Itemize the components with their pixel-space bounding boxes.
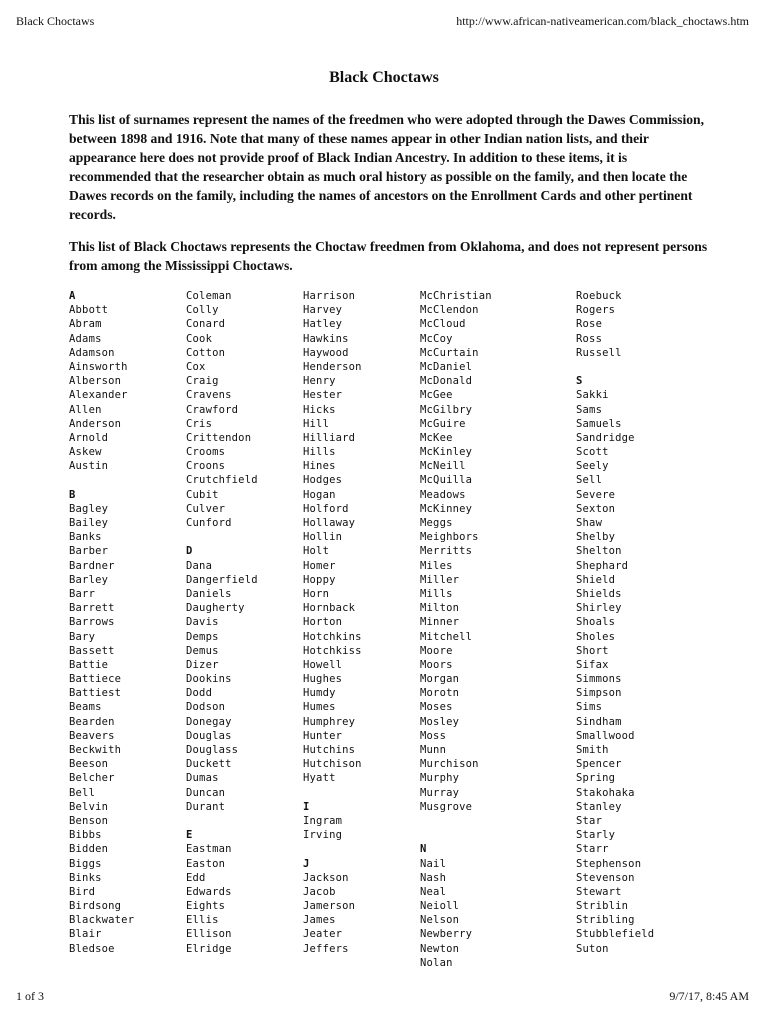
- surname-entry: Holford: [303, 502, 349, 515]
- surname-entry: Humphrey: [303, 715, 356, 728]
- surname-entry: Hines: [303, 460, 336, 473]
- surname-entry: Barr: [69, 587, 96, 600]
- surname-entry: Dodson: [186, 701, 226, 714]
- surname-entry: Coleman: [186, 290, 232, 302]
- surname-entry: Cris: [186, 417, 213, 430]
- surname-entry: Star: [576, 814, 603, 827]
- surname-entry: Austin: [69, 460, 109, 473]
- surname-entry: Douglass: [186, 744, 239, 756]
- surname-entry: Sams: [576, 403, 603, 416]
- surname-entry: Shaw: [576, 517, 603, 529]
- surname-entry: Ellison: [186, 928, 232, 941]
- surname-entry: Askew: [69, 446, 102, 459]
- section-letter: I: [303, 800, 310, 813]
- surname-entry: Stribling: [576, 914, 635, 927]
- surname-entry: Croons: [186, 460, 226, 473]
- surname-entry: Jeater: [303, 928, 343, 941]
- surname-entry: Sindham: [576, 715, 622, 728]
- surname-entry: Colly: [186, 304, 219, 317]
- surname-entry: Donegay: [186, 715, 232, 728]
- surname-entry: Rogers: [576, 304, 616, 317]
- surname-entry: Murchison: [420, 758, 479, 771]
- surname-entry: Milton: [420, 602, 460, 615]
- surname-entry: James: [303, 914, 336, 927]
- surname-entry: Adams: [69, 332, 102, 345]
- surname-entry: Shield: [576, 573, 616, 586]
- surname-entry: Starly: [576, 829, 616, 842]
- surname-entry: Sell: [576, 474, 603, 487]
- surname-entry: Eastman: [186, 843, 232, 856]
- surname-entry: Hodges: [303, 474, 343, 487]
- surname-entry: Nash: [420, 871, 447, 884]
- surname-entry: Beavers: [69, 729, 115, 742]
- surname-entry: Hughes: [303, 673, 343, 686]
- surname-entry: Arnold: [69, 431, 109, 444]
- surname-entry: Belcher: [69, 772, 115, 785]
- surname-entry: Ellis: [186, 914, 219, 927]
- document-title: Black Choctaws: [329, 69, 439, 86]
- surname-entry: Spring: [576, 772, 616, 785]
- surname-entry: Shelton: [576, 545, 622, 558]
- surname-entry: Birdsong: [69, 900, 122, 913]
- surname-entry: Seely: [576, 460, 609, 473]
- surname-entry: Edwards: [186, 885, 232, 898]
- surname-entry: Henderson: [303, 360, 362, 373]
- surname-entry: Sifax: [576, 658, 609, 671]
- surname-entry: Bidden: [69, 843, 109, 856]
- surname-entry: Beeson: [69, 758, 109, 771]
- scope-paragraph: This list of Black Choctaws represents the Choctaw freedmen from Oklahoma, and does not represent persons from among the Mississippi Choctaws.: [69, 239, 708, 273]
- surname-entry: Shephard: [576, 559, 629, 572]
- surname-entry: Cunford: [186, 517, 232, 529]
- surname-entry: Allen: [69, 403, 102, 416]
- surname-entry: Hilliard: [303, 431, 356, 444]
- surname-entry: Binks: [69, 871, 102, 884]
- surname-entry: Moses: [420, 701, 453, 714]
- surname-entry: Dizer: [186, 658, 219, 671]
- surname-entry: Neal: [420, 885, 447, 898]
- surname-entry: Crooms: [186, 446, 226, 459]
- surname-entry: Battie: [69, 658, 109, 671]
- surname-entry: Bassett: [69, 644, 115, 657]
- surname-entry: Starr: [576, 843, 609, 856]
- surname-entry: Biggs: [69, 857, 102, 870]
- surname-entry: Howell: [303, 658, 343, 671]
- surname-entry: Sexton: [576, 502, 616, 515]
- surname-entry: Stubblefield: [576, 928, 655, 941]
- surname-entry: Duckett: [186, 758, 232, 771]
- surname-entry: Bibbs: [69, 829, 102, 842]
- surname-entry: McDonald: [420, 375, 473, 388]
- surname-entry: Samuels: [576, 417, 622, 430]
- surname-entry: Neioll: [420, 900, 460, 913]
- surname-entry: Anderson: [69, 417, 122, 430]
- spacer: [420, 828, 576, 842]
- section-letter: J: [303, 857, 310, 870]
- surname-entry: Culver: [186, 502, 226, 515]
- surname-entry: Moors: [420, 658, 453, 671]
- surname-entry: Suton: [576, 942, 609, 955]
- surname-entry: Durant: [186, 800, 226, 813]
- surname-entry: Shoals: [576, 616, 616, 629]
- spacer: [186, 530, 303, 544]
- surname-entry: Rose: [576, 318, 603, 331]
- surname-entry: Haywood: [303, 346, 349, 359]
- footer-datetime: 9/7/17, 8:45 AM: [669, 989, 749, 1003]
- surname-entry: Blair: [69, 928, 102, 941]
- surname-entry: Cotton: [186, 346, 226, 359]
- section-letter: B: [69, 488, 76, 501]
- surname-entry: Jacob: [303, 885, 336, 898]
- surname-entry: Battiest: [69, 687, 122, 700]
- surname-entry: Sakki: [576, 389, 609, 402]
- surname-entry: Crawford: [186, 403, 239, 416]
- surname-entry: Hollin: [303, 531, 343, 544]
- surname-entry: Munn: [420, 744, 447, 756]
- section-letter: S: [576, 375, 583, 388]
- surname-entry: Hicks: [303, 403, 336, 416]
- surname-column-1: [69, 289, 186, 970]
- surname-entry: Ross: [576, 332, 603, 345]
- surname-entry: Miles: [420, 559, 453, 572]
- surname-entry: Homer: [303, 559, 336, 572]
- surname-entry: Harvey: [303, 304, 343, 317]
- surname-entry: Stephenson: [576, 857, 642, 870]
- surname-entry: Dodd: [186, 687, 213, 700]
- surname-entry: Moss: [420, 729, 447, 742]
- spacer: [420, 814, 576, 828]
- surname-entry: Cravens: [186, 389, 232, 402]
- surname-entry: Simpson: [576, 687, 622, 700]
- surname-entry: Striblin: [576, 900, 629, 913]
- surname-entry: Sholes: [576, 630, 616, 643]
- surname-entry: Daniels: [186, 587, 232, 600]
- surname-entry: Jackson: [303, 871, 349, 884]
- surname-entry: Shields: [576, 587, 622, 600]
- surname-entry: Merritts: [420, 545, 473, 558]
- intro-paragraph: This list of surnames represent the names of the freedmen who were adopted through the Dawes Commission, between 1898 and 1916. Note that many of these names appear in other Indian nation lists, and their appearance here does not provide proof of Black Indian Ancestry. In addition to these items, it is recommended that the researcher obtain as much oral history as possible on the family, and then locate the Dawes records on the family, including the names of ancestors on the Enrollment Cards and other pertinent records.: [69, 112, 704, 222]
- surname-entry: Miller: [420, 573, 460, 586]
- surname-entry: Hill: [303, 417, 330, 430]
- surname-entry: McCurtain: [420, 346, 479, 359]
- surname-entry: Sims: [576, 701, 603, 714]
- surname-entry: Shelby: [576, 531, 616, 544]
- surname-entry: Barley: [69, 573, 109, 586]
- surname-entry: Hyatt: [303, 772, 336, 785]
- surname-entry: Barrett: [69, 602, 115, 615]
- surname-entry: McChristian: [420, 290, 492, 302]
- surname-entry: Russell: [576, 346, 622, 359]
- surname-entry: Ingram: [303, 814, 343, 827]
- surname-entry: Hester: [303, 389, 343, 402]
- surname-entry: Abbott: [69, 304, 109, 317]
- surname-entry: Bagley: [69, 502, 109, 515]
- surname-entry: Stewart: [576, 885, 622, 898]
- surname-entry: McCoy: [420, 332, 453, 345]
- section-letter: N: [420, 843, 427, 856]
- surname-entry: Severe: [576, 488, 616, 501]
- surname-entry: Meadows: [420, 488, 466, 501]
- surname-entry: Mills: [420, 587, 453, 600]
- surname-entry: Spencer: [576, 758, 622, 771]
- surname-entry: Hatley: [303, 318, 343, 331]
- surname-entry: Elridge: [186, 942, 232, 955]
- surname-entry: Sandridge: [576, 431, 635, 444]
- surname-entry: Daugherty: [186, 602, 245, 615]
- surname-column-2: [186, 289, 303, 970]
- surname-entry: Demps: [186, 630, 219, 643]
- surname-entry: Cox: [186, 360, 206, 373]
- surname-entry: Douglas: [186, 729, 232, 742]
- surname-entry: Short: [576, 644, 609, 657]
- surname-entry: McClendon: [420, 304, 479, 317]
- surname-entry: Crutchfield: [186, 474, 258, 487]
- surname-entry: McQuilla: [420, 474, 473, 487]
- spacer: [69, 473, 186, 487]
- spacer: [303, 786, 420, 800]
- surname-entry: Easton: [186, 857, 226, 870]
- surname-entry: Dangerfield: [186, 573, 258, 586]
- surname-entry: Jeffers: [303, 942, 349, 955]
- surname-entry: Smith: [576, 744, 609, 756]
- surname-column-5: [576, 289, 696, 970]
- surname-entry: Mosley: [420, 715, 460, 728]
- surname-entry: Mitchell: [420, 630, 473, 643]
- surname-entry: Battiece: [69, 673, 122, 686]
- surname-entry: Simmons: [576, 673, 622, 686]
- surname-entry: Ainsworth: [69, 360, 128, 373]
- surname-entry: McCloud: [420, 318, 466, 331]
- surname-entry: Adamson: [69, 346, 115, 359]
- surname-entry: Conard: [186, 318, 226, 331]
- surname-entry: Crittendon: [186, 431, 252, 444]
- surname-entry: Barber: [69, 545, 109, 558]
- surname-entry: Moore: [420, 644, 453, 657]
- surname-entry: Nolan: [420, 956, 453, 969]
- surname-entry: Stakohaka: [576, 786, 635, 799]
- surname-entry: Alexander: [69, 389, 128, 402]
- surname-entry: Dookins: [186, 673, 232, 686]
- surname-entry: Horton: [303, 616, 343, 629]
- surname-entry: Morotn: [420, 687, 460, 700]
- surname-entry: Morgan: [420, 673, 460, 686]
- section-letter: D: [186, 545, 193, 558]
- header-url: http://www.african-nativeamerican.com/black_choctaws.htm: [456, 14, 749, 28]
- surname-entry: Newton: [420, 942, 460, 955]
- surname-entry: Meggs: [420, 517, 453, 529]
- header-page-title: Black Choctaws: [16, 14, 95, 28]
- surname-entry: Bearden: [69, 715, 115, 728]
- surname-entry: Craig: [186, 375, 219, 388]
- surname-entry: McGee: [420, 389, 453, 402]
- surname-list: [69, 289, 696, 970]
- surname-entry: Smallwood: [576, 729, 635, 742]
- surname-entry: Cook: [186, 332, 213, 345]
- surname-entry: Bledsoe: [69, 942, 115, 955]
- surname-entry: Shirley: [576, 602, 622, 615]
- surname-entry: Bardner: [69, 559, 115, 572]
- surname-entry: McGilbry: [420, 403, 473, 416]
- section-letter: E: [186, 829, 193, 842]
- surname-entry: Alberson: [69, 375, 122, 388]
- surname-entry: Newberry: [420, 928, 473, 941]
- surname-entry: Minner: [420, 616, 460, 629]
- surname-entry: Hornback: [303, 602, 356, 615]
- surname-entry: Hunter: [303, 729, 343, 742]
- surname-entry: Humes: [303, 701, 336, 714]
- surname-entry: McNeill: [420, 460, 466, 473]
- surname-column-3: [303, 289, 420, 970]
- surname-entry: Hawkins: [303, 332, 349, 345]
- surname-entry: Demus: [186, 644, 219, 657]
- surname-entry: Stanley: [576, 800, 622, 813]
- surname-entry: Duncan: [186, 786, 226, 799]
- surname-entry: Hutchins: [303, 744, 356, 756]
- spacer: [186, 814, 303, 828]
- surname-entry: Dana: [186, 559, 213, 572]
- surname-entry: Henry: [303, 375, 336, 388]
- surname-entry: McDaniel: [420, 360, 473, 373]
- surname-entry: Cubit: [186, 488, 219, 501]
- surname-entry: McKinney: [420, 502, 473, 515]
- surname-entry: Murphy: [420, 772, 460, 785]
- surname-entry: Blackwater: [69, 914, 135, 927]
- surname-entry: Roebuck: [576, 290, 622, 302]
- surname-column-4: [420, 289, 576, 970]
- surname-entry: Nelson: [420, 914, 460, 927]
- surname-entry: Benson: [69, 814, 109, 827]
- surname-entry: Murray: [420, 786, 460, 799]
- surname-entry: McKee: [420, 431, 453, 444]
- surname-entry: Barrows: [69, 616, 115, 629]
- surname-entry: Hollaway: [303, 517, 356, 529]
- section-letter: A: [69, 290, 76, 302]
- surname-entry: Hoppy: [303, 573, 336, 586]
- footer-page-number: 1 of 3: [16, 989, 44, 1003]
- surname-entry: Nail: [420, 857, 447, 870]
- surname-entry: Bell: [69, 786, 96, 799]
- surname-entry: Edd: [186, 871, 206, 884]
- surname-entry: Davis: [186, 616, 219, 629]
- surname-entry: Hogan: [303, 488, 336, 501]
- surname-entry: Stevenson: [576, 871, 635, 884]
- surname-entry: Harrison: [303, 290, 356, 302]
- surname-entry: McKinley: [420, 446, 473, 459]
- surname-entry: Bary: [69, 630, 96, 643]
- spacer: [576, 360, 696, 374]
- surname-entry: Hills: [303, 446, 336, 459]
- surname-entry: Irving: [303, 829, 343, 842]
- surname-entry: Banks: [69, 531, 102, 544]
- surname-entry: Belvin: [69, 800, 109, 813]
- surname-entry: Abram: [69, 318, 102, 331]
- surname-entry: Eights: [186, 900, 226, 913]
- surname-entry: Bird: [69, 885, 96, 898]
- surname-entry: Humdy: [303, 687, 336, 700]
- surname-entry: Beckwith: [69, 744, 122, 756]
- surname-entry: Bailey: [69, 517, 109, 529]
- surname-entry: McGuire: [420, 417, 466, 430]
- surname-entry: Holt: [303, 545, 330, 558]
- surname-entry: Hotchkins: [303, 630, 362, 643]
- surname-entry: Scott: [576, 446, 609, 459]
- spacer: [303, 842, 420, 856]
- surname-entry: Hotchkiss: [303, 644, 362, 657]
- surname-entry: Meighbors: [420, 531, 479, 544]
- surname-entry: Horn: [303, 587, 330, 600]
- surname-entry: Hutchison: [303, 758, 362, 771]
- surname-entry: Musgrove: [420, 800, 473, 813]
- surname-entry: Jamerson: [303, 900, 356, 913]
- surname-entry: Dumas: [186, 772, 219, 785]
- surname-entry: Beams: [69, 701, 102, 714]
